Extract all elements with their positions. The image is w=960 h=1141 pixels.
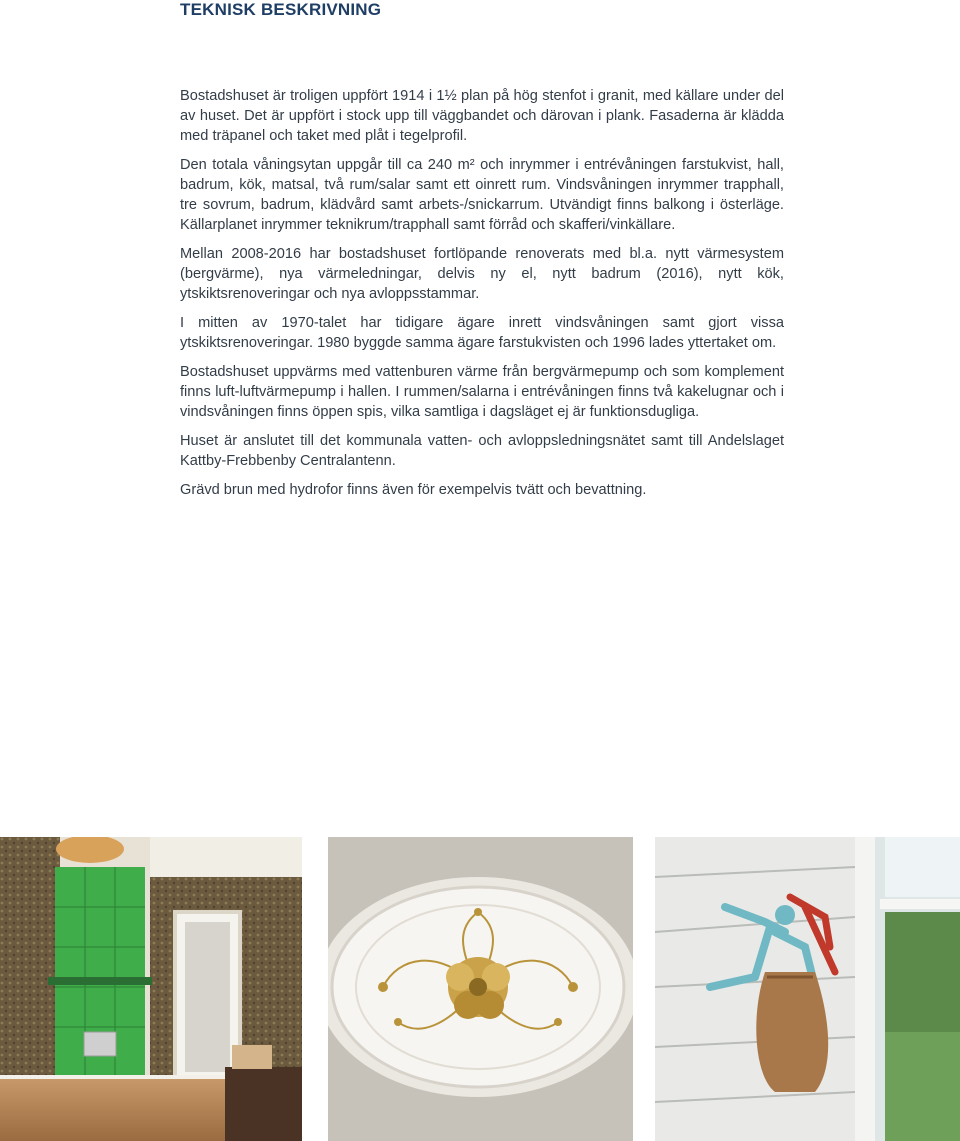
paragraph-1970s: I mitten av 1970-talet har tidigare ägare inrett vindsvåningen samt gjort vissa ytskiktsrenoveringar. 1980 byggde samma ägare farstukvisten och 1996 lades yttertaket om. bbox=[180, 315, 784, 351]
paragraph-construction: Bostadshuset är troligen uppfört 1914 i 1½ plan på hög stenfot i granit, med källare under del av huset. Det är uppfört i stock upp till väggbandet och därovan i plank. Fasaderna är klädda med träpanel och taket med plåt i tegelprofil. bbox=[180, 88, 784, 144]
photo-tiled-stove-room bbox=[0, 837, 302, 1141]
wall-hooks-illustration bbox=[655, 837, 960, 1141]
photo-wall-hooks bbox=[655, 837, 960, 1141]
paragraph-utilities: Huset är anslutet till det kommunala vatten- och avloppsledningsnätet samt till Andelslaget Kattby-Frebbenby Centralantenn. bbox=[180, 433, 784, 469]
paragraph-renovations: Mellan 2008-2016 har bostadshuset fortlöpande renoverats med bl.a. nytt värmesystem (bergvärme), nya värmeledningar, delvis ny el, nytt badrum (2016), nytt kök, ytskiktsrenoveringar och nya avloppsstammar. bbox=[180, 246, 784, 302]
paragraph-floor-area: Den totala våningsytan uppgår till ca 240 m² och inrymmer i entrévåningen farstukvist, hall, badrum, kök, matsal, två rum/salar samt ett oinrett rum. Vindsvåningen inrymmer trapphall, tre sovrum, badrum, klädvård samt arbets-/snickarrum. Utvändigt finns balkong i österläge. Källarplanet inrymmer teknikrum/trapphall samt förråd och skafferi/vinkällare. bbox=[180, 157, 784, 233]
paragraph-well: Grävd brun med hydrofor finns även för exempelvis tvätt och bevattning. bbox=[180, 482, 647, 498]
description-body bbox=[180, 86, 784, 509]
paragraph-heating: Bostadshuset uppvärms med vattenburen värme från bergvärmepump och som komplement finns luft-luftvärmepump i hallen. I rummen/salarna i entrévåningen finns två kakelugnar och i vindsvåningen finns öppen spis, vilka samtliga i dagsläget ej är funktionsdugliga. bbox=[180, 364, 784, 420]
section-title: TEKNISK BESKRIVNING bbox=[180, 0, 382, 19]
photo-ceiling-rosette bbox=[328, 837, 633, 1141]
ceiling-rosette-illustration bbox=[328, 837, 633, 1141]
tiled-stove-room-illustration bbox=[0, 837, 302, 1141]
